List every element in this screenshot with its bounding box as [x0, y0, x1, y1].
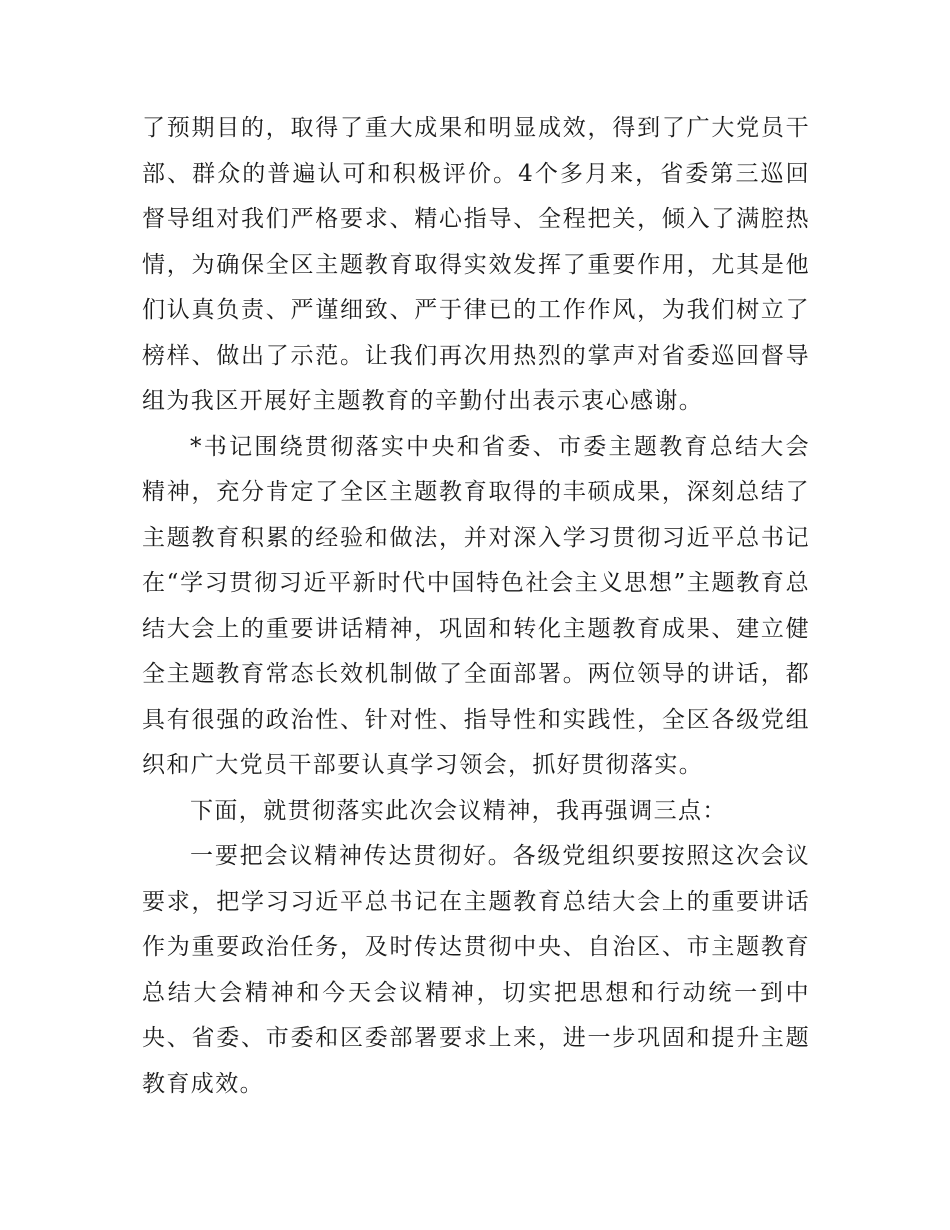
- paragraph-continued-thanks: 了预期目的，取得了重大成果和明显成效，得到了广大党员干部、群众的普遍认可和积极评价。4个多月来，省委第三巡回督导组对我们严格要求、精心指导、全程把关，倾入了满腔热情，为确保全区主题教育取得实效发挥了重要作用，尤其是他们认真负责、严谨细致、严于律已的工作作风，为我们树立了榜样、做出了示范。让我们再次用热烈的掌声对省委巡回督导组为我区开展好主题教育的辛勤付出表示衷心感谢。: [142, 115, 810, 414]
- paragraph-three-points-intro: 下面，就贯彻落实此次会议精神，我再强调三点：: [190, 797, 727, 824]
- document-page: [142, 106, 810, 1107]
- paragraph-point-one: 一要把会议精神传达贯彻好。各级党组织要按照这次会议要求，把学习习近平总书记在主题教育总结大会上的重要讲话作为重要政治任务，及时传达贯彻中央、自治区、市主题教育总结大会精神和今天会议精神，切实把思想和行动统一到中央、省委、市委和区委部署要求上来，进一步巩固和提升主题教育成效。: [142, 843, 810, 1097]
- paragraph-secretary-summary: *书记围绕贯彻落实中央和省委、市委主题教育总结大会精神，充分肯定了全区主题教育取得的丰硕成果，深刻总结了主题教育积累的经验和做法，并对深入学习贯彻习近平总书记在“学习贯彻习近平新时代中国特色社会主义思想”主题教育总结大会上的重要讲话精神，巩固和转化主题教育成果、建立健全主题教育常态长效机制做了全面部署。两位领导的讲话，都具有很强的政治性、针对性、指导性和实践性，全区各级党组织和广大党员干部要认真学习领会，抓好贯彻落实。: [142, 433, 810, 778]
